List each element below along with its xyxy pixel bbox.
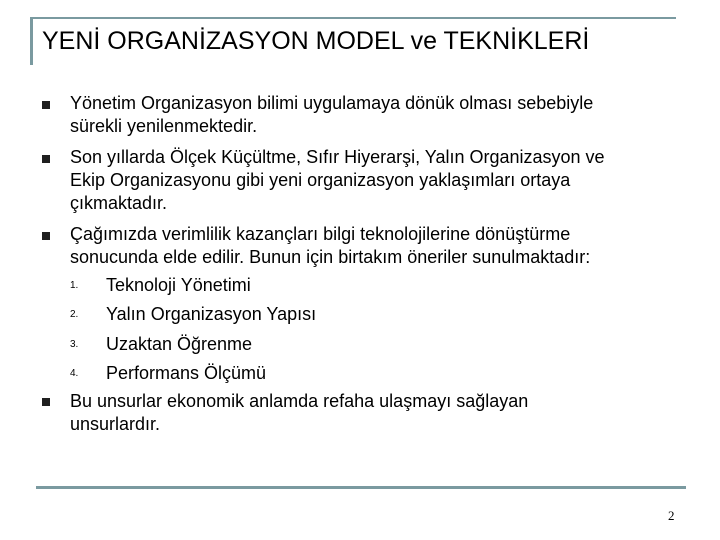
subitem-3-text: Uzaktan Öğrenme xyxy=(106,334,253,354)
bullet-1-line-1: Yönetim Organizasyon bilimi uygulamaya dönük olması sebebiyle xyxy=(70,93,594,113)
subitem-3-number: 3. xyxy=(70,339,79,350)
subitem-4-number: 4. xyxy=(70,368,79,379)
bullet-marker xyxy=(42,398,50,406)
bullet-2-line-3: çıkmaktadır. xyxy=(70,193,168,213)
subitem-4-text: Performans Ölçümü xyxy=(106,363,267,383)
footer-divider xyxy=(36,486,686,489)
page-number: 2 xyxy=(668,508,675,523)
bullet-3-line-1: Çağımızda verimlilik kazançları bilgi teknolojilerine dönüştürme xyxy=(70,224,571,244)
bullet-4-line-1: Bu unsurlar ekonomik anlamda refaha ulaşmayı sağlayan xyxy=(70,391,529,411)
subitem-1-text: Teknoloji Yönetimi xyxy=(106,275,251,295)
subitem-1-number: 1. xyxy=(70,280,79,291)
subitem-2-text: Yalın Organizasyon Yapısı xyxy=(106,304,317,324)
bullet-2-line-2: Ekip Organizasyonu gibi yeni organizasyon yaklaşımları ortaya xyxy=(70,170,571,190)
bullet-marker xyxy=(42,101,50,109)
bullet-marker xyxy=(42,155,50,163)
bullet-marker xyxy=(42,232,50,240)
subitem-2-number: 2. xyxy=(70,309,79,320)
bullet-1-line-2: sürekli yenilenmektedir. xyxy=(70,116,258,136)
bullet-4-line-2: unsurlardır. xyxy=(70,414,161,434)
slide-title: YENİ ORGANİZASYON MODEL ve TEKNİKLERİ xyxy=(42,27,590,55)
bullet-3-line-2: sonucunda elde edilir. Bunun için birtakım öneriler sunulmaktadır: xyxy=(70,247,591,267)
bullet-2-line-1: Son yıllarda Ölçek Küçültme, Sıfır Hiyerarşi, Yalın Organizasyon ve xyxy=(70,147,605,167)
